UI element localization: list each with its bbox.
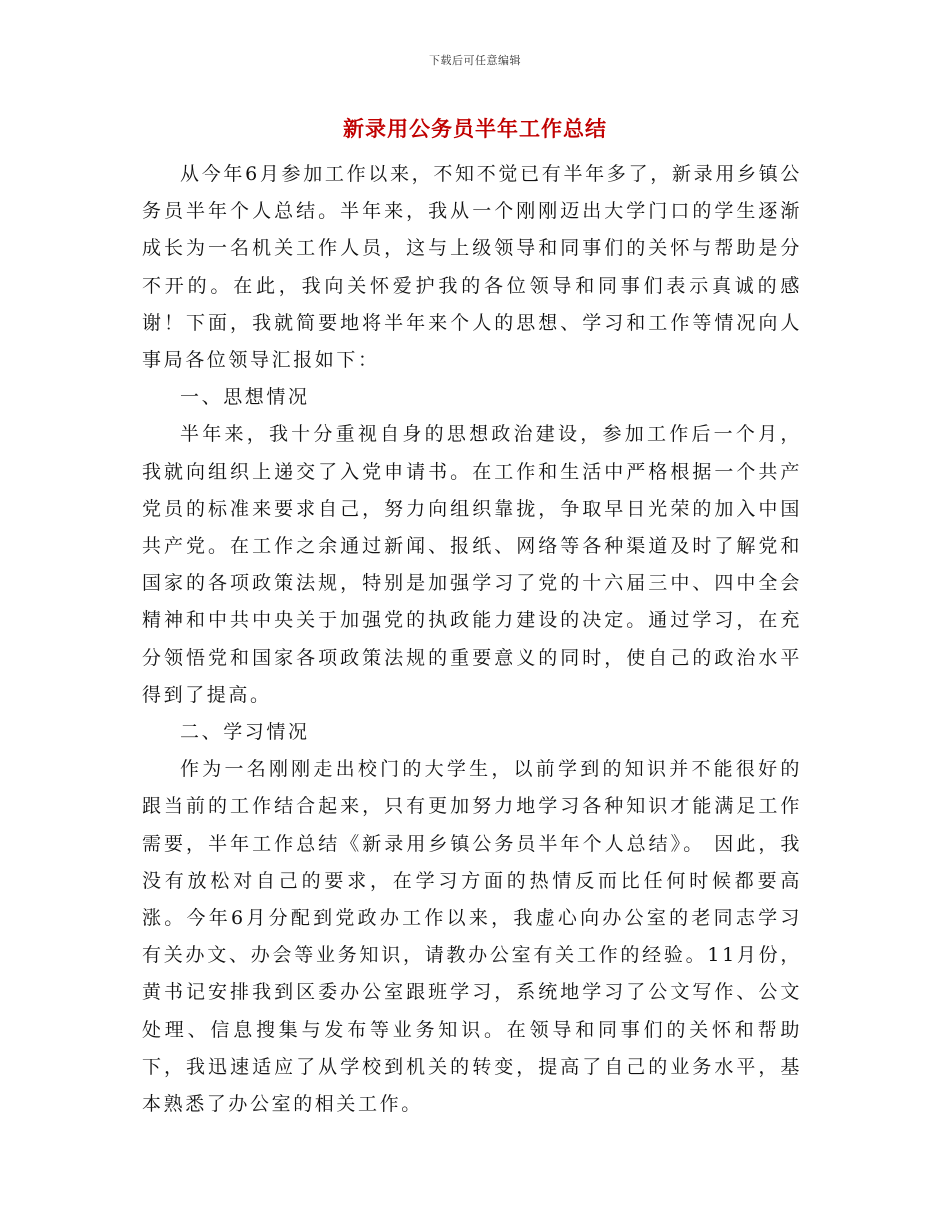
document-title: 新录用公务员半年工作总结 xyxy=(343,116,607,141)
paragraph-thought: 半年来，我十分重视自身的思想政治建设，参加工作后一个月，我就向组织上递交了入党申请书。在工作和生活中严格根据一个共产党员的标准来要求自己，努力向组织靠拢，争取早日光荣的加入中国共产党。在工作之余通过新闻、报纸、网络等各种渠道及时了解党和国家的各项政策法规，特别是加强学习了党的十六届三中、四中全会精神和中共中央关于加强党的执政能力建设的决定。通过学习，在充分领悟党和国家各项政策法规的重要意义的同时，使自己的政治水平得到了提高。 xyxy=(142,423,802,706)
paragraph-study: 作为一名刚刚走出校门的大学生，以前学到的知识并不能很好的跟当前的工作结合起来，只有更加努力地学习各种知识才能满足工作需要，半年工作总结《新录用乡镇公务员半年个人总结》。 因此，我没有放松对自己的要求，在学习方面的热情反而比任何时候都要高涨。今年6月分配到党政办工作以来，我虚心向办公室的老同志学习有关办文、办会等业务知识，请教办公室有关工作的经验。11月份，黄书记安排我到区委办公室跟班学习，系统地学习了公文写作、公文处理、信息搜集与发布等业务知识。在领导和同事们的关怀和帮助下，我迅速适应了从学校到机关的转变，提高了自己的业务水平，基本熟悉了办公室的相关工作。 xyxy=(142,758,802,1116)
document-body xyxy=(142,156,802,1123)
header-note: 下载后可任意编辑 xyxy=(429,54,521,67)
section-heading-thought: 一、思想情况 xyxy=(180,386,310,409)
section-heading-study: 二、学习情况 xyxy=(180,721,310,744)
paragraph-intro: 从今年6月参加工作以来，不知不觉已有半年多了，新录用乡镇公务员半年个人总结。半年来，我从一个刚刚迈出大学门口的学生逐渐成长为一名机关工作人员，这与上级领导和同事们的关怀与帮助是分不开的。在此，我向关怀爱护我的各位领导和同事们表示真诚的感谢！下面，我就简要地将半年来个人的思想、学习和工作等情况向人事局各位领导汇报如下： xyxy=(142,163,802,372)
